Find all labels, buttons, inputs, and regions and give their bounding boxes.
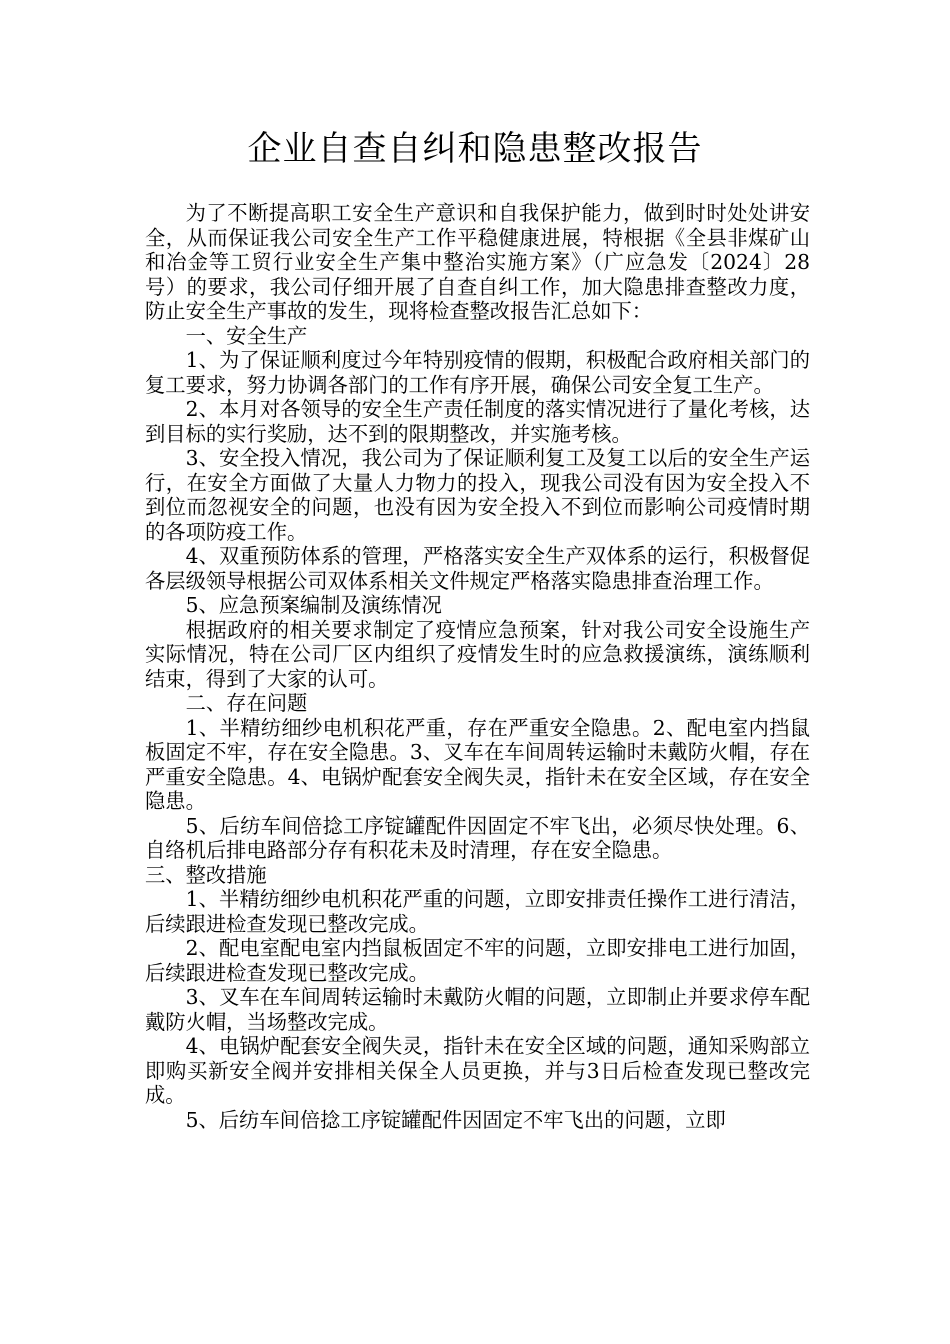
paragraph-item: 3、叉车在车间周转运输时未戴防火帽的问题，立即制止并要求停车配戴防火帽，当场整改完成。 xyxy=(145,985,810,1034)
paragraph-item: 2、本月对各领导的安全生产责任制度的落实情况进行了量化考核，达到目标的实行奖励，达不到的限期整改，并实施考核。 xyxy=(145,397,810,446)
document-title: 企业自查自纠和隐患整改报告 xyxy=(247,129,703,169)
paragraph-item: 5、后纺车间倍捻工序锭罐配件因固定不牢飞出，必须尽快处理。6、自络机后排电路部分存有积花未及时清理，存在安全隐患。 xyxy=(145,813,810,862)
paragraph-item: 2、配电室配电室内挡鼠板固定不牢的问题，立即安排电工进行加固，后续跟进检查发现已整改完成。 xyxy=(145,936,810,985)
section-heading-existing-problems: 二、存在问题 xyxy=(185,691,308,715)
paragraph-intro: 为了不断提高职工安全生产意识和自我保护能力，做到时时处处讲安全，从而保证我公司安全生产工作平稳健康进展，特根据《全县非煤矿山和冶金等工贸行业安全生产集中整治实施方案》（广应急发〔2024〕28号）的要求，我公司仔细开展了自查自纠工作，加大隐患排查整改力度，防止安全生产事故的发生，现将检查整改报告汇总如下： xyxy=(145,201,810,323)
paragraph-item: 4、双重预防体系的管理，严格落实安全生产双体系的运行，积极督促各层级领导根据公司双体系相关文件规定严格落实隐患排查治理工作。 xyxy=(145,544,810,593)
paragraph-item: 1、半精纺细纱电机积花严重的问题，立即安排责任操作工进行清洁，后续跟进检查发现已整改完成。 xyxy=(145,887,810,936)
paragraph-item: 4、电锅炉配套安全阀失灵，指针未在安全区域的问题，通知采购部立即购买新安全阀并安排相关保全人员更换，并与3日后检查发现已整改完成。 xyxy=(145,1034,810,1107)
paragraph-item: 1、为了保证顺利度过今年特别疫情的假期，积极配合政府相关部门的复工要求，努力协调各部门的工作有序开展，确保公司安全复工生产。 xyxy=(145,348,810,397)
paragraph-item: 1、半精纺细纱电机积花严重，存在严重安全隐患。2、配电室内挡鼠板固定不牢，存在安全隐患。3、叉车在车间周转运输时未戴防火帽，存在严重安全隐患。4、电锅炉配套安全阀失灵，指针未在安全区域，存在安全隐患。 xyxy=(145,715,810,813)
paragraph-item: 3、安全投入情况，我公司为了保证顺利复工及复工以后的安全生产运行，在安全方面做了大量人力物力的投入，现我公司没有因为安全投入不到位而忽视安全的问题，也没有因为安全投入不到位而影响公司疫情时期的各项防疫工作。 xyxy=(145,446,810,544)
section-heading-rectification-measures: 三、整改措施 xyxy=(145,862,267,887)
document-body xyxy=(145,201,810,1132)
paragraph-item: 根据政府的相关要求制定了疫情应急预案，针对我公司安全设施生产实际情况，特在公司厂区内组织了疫情发生时的应急救援演练，演练顺利结束，得到了大家的认可。 xyxy=(145,617,810,691)
section-heading-safety-production: 一、安全生产 xyxy=(185,323,308,348)
paragraph-item: 5、后纺车间倍捻工序锭罐配件因固定不牢飞出的问题，立即 xyxy=(185,1107,726,1132)
paragraph-item: 5、应急预案编制及演练情况 xyxy=(185,593,442,617)
